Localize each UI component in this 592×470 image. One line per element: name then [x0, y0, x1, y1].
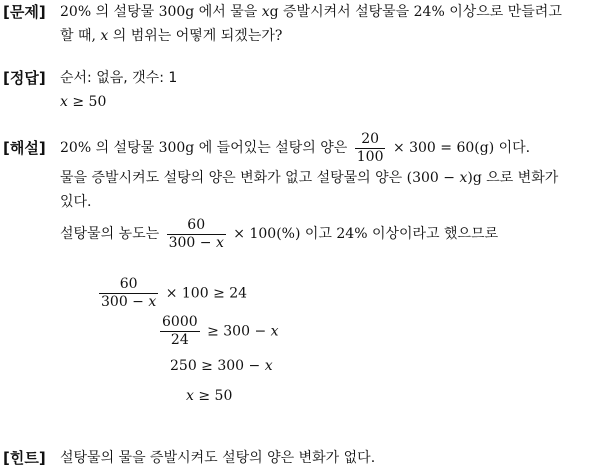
- answer-order-line: 순서: 없음, 갯수: 1: [60, 70, 178, 86]
- derivation-step-1: $\frac{60}{300 - x}$ × 100 ≥ 24: [101, 276, 248, 310]
- problem-line-2: 할 때, x 의 범위는 어떻게 되겠는가?: [60, 28, 283, 44]
- hint-text: 설탕물의 물을 증발시켜도 설탕의 양은 변화가 없다.: [60, 450, 376, 466]
- problem-line-1: 20% 의 설탕물 300g 에서 물을 xg 증발시켜서 설탕물을 24% 이상으로 만들려고: [60, 4, 562, 20]
- answer-result: x ≥ 50: [60, 94, 107, 110]
- answer-label: [정답]: [3, 69, 46, 87]
- explanation-line-2: 물을 증발시켜도 설탕의 양은 변화가 없고 설탕물의 양은 (300 − x)g 으로 변화가: [60, 170, 559, 186]
- explanation-line-3: 있다.: [60, 194, 92, 210]
- derivation-step-2: $\frac{6000}{24}$ ≥ 300 − x: [162, 314, 279, 348]
- explanation-line-4: 설탕물의 농도는 $\frac{60}{300 - x}$ × 100(%) 이고 24% 이상이라고 했으므로: [60, 216, 499, 251]
- fraction-20-100: $\frac{20}{100}$: [356, 130, 384, 165]
- explanation-label: [해설]: [3, 139, 46, 157]
- derivation-step-3: 250 ≥ 300 − x: [170, 358, 273, 374]
- answer-text: [60, 66, 588, 114]
- explanation-line-1: 20% 의 설탕물 300g 에 들어있는 설탕의 양은 $\frac{20}{100}$ × 300 = 60(g) 이다.: [60, 130, 531, 165]
- hint-label: [힌트]: [3, 449, 46, 467]
- derivation-step-4: x ≥ 50: [186, 388, 233, 404]
- fraction-60-over-300-minus-x: $\frac{60}{300 - x}$: [168, 216, 224, 251]
- problem-label: [문제]: [3, 3, 46, 21]
- explanation-text: [60, 130, 588, 254]
- problem-text: [60, 0, 588, 48]
